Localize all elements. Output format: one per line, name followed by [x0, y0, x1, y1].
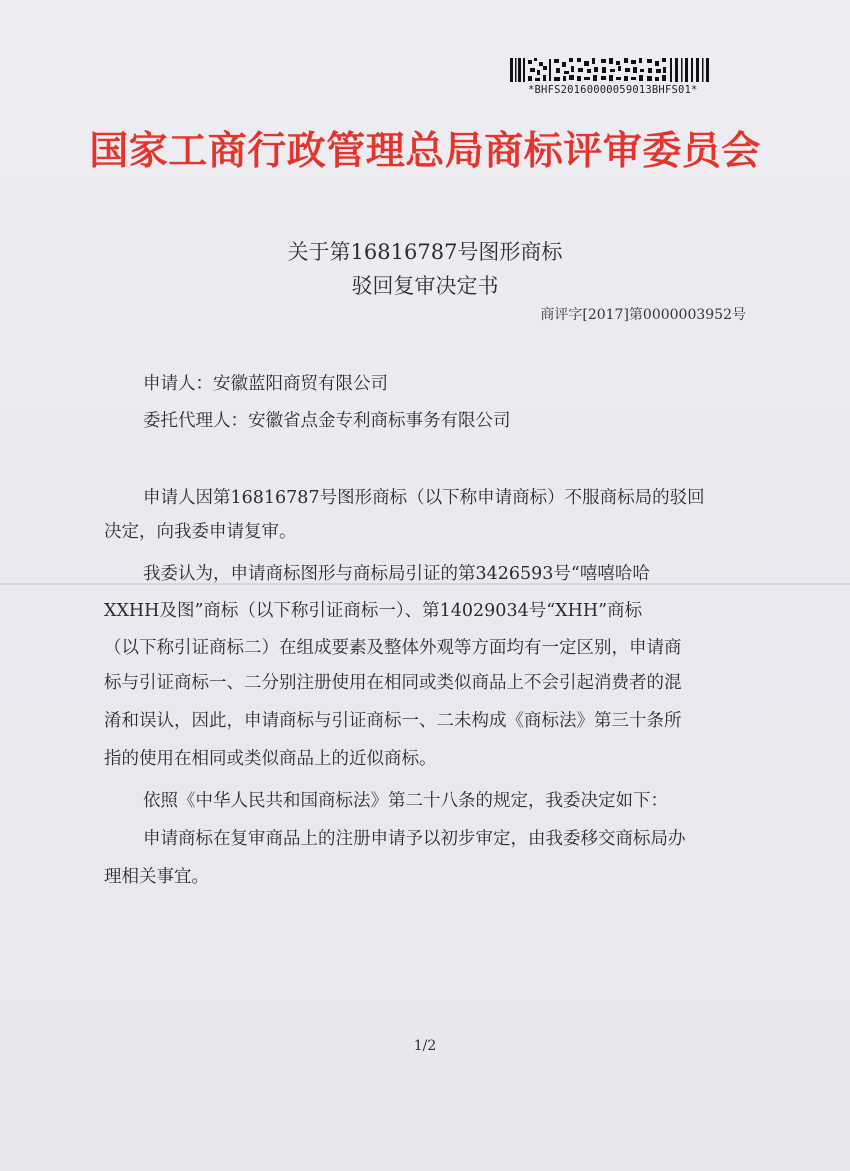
body-line: 申请人因第16816787号图形商标（以下称申请商标）不服商标局的驳回 [143, 488, 705, 508]
body-line: （以下称引证商标二）在组成要素及整体外观等方面均有一定区别，申请商 [104, 638, 682, 658]
body-line: XXHH及图”商标（以下称引证商标一）、第14029034号“XHH”商标 [104, 601, 643, 621]
body-line: 标与引证商标一、二分别注册使用在相同或类似商品上不会引起消费者的混 [104, 673, 682, 693]
body-line: 申请商标在复审商品上的注册申请予以初步审定，由我委移交商标局办 [143, 829, 686, 849]
barcode-icon [510, 56, 720, 84]
body-line: 决定，向我委申请复审。 [104, 522, 297, 542]
barcode-text: *BHFS20160000059013BHFS01* [528, 84, 698, 96]
issuing-authority-header: 国家工商行政管理总局商标评审委员会 [89, 129, 761, 174]
body-line: 淆和误认，因此，申请商标与引证商标一、二未构成《商标法》第三十条所 [104, 711, 682, 731]
agent-field: 委托代理人：安徽省点金专利商标事务有限公司 [143, 411, 511, 431]
applicant-field: 申请人：安徽蓝阳商贸有限公司 [143, 374, 388, 394]
body-line: 依照《中华人民共和国商标法》第二十八条的规定，我委决定如下： [143, 791, 668, 811]
body-line: 我委认为，申请商标图形与商标局引证的第3426593号“嘻嘻哈哈 [143, 564, 650, 584]
document-number: 商评字[2017]第0000003952号 [540, 307, 746, 323]
document-title-line1: 关于第16816787号图形商标 [287, 240, 563, 264]
document-title-line2: 驳回复审决定书 [351, 274, 499, 298]
page-number: 1/2 [413, 1038, 437, 1054]
body-line: 指的使用在相同或类似商品上的近似商标。 [104, 749, 437, 769]
body-line: 理相关事宜。 [104, 867, 209, 887]
